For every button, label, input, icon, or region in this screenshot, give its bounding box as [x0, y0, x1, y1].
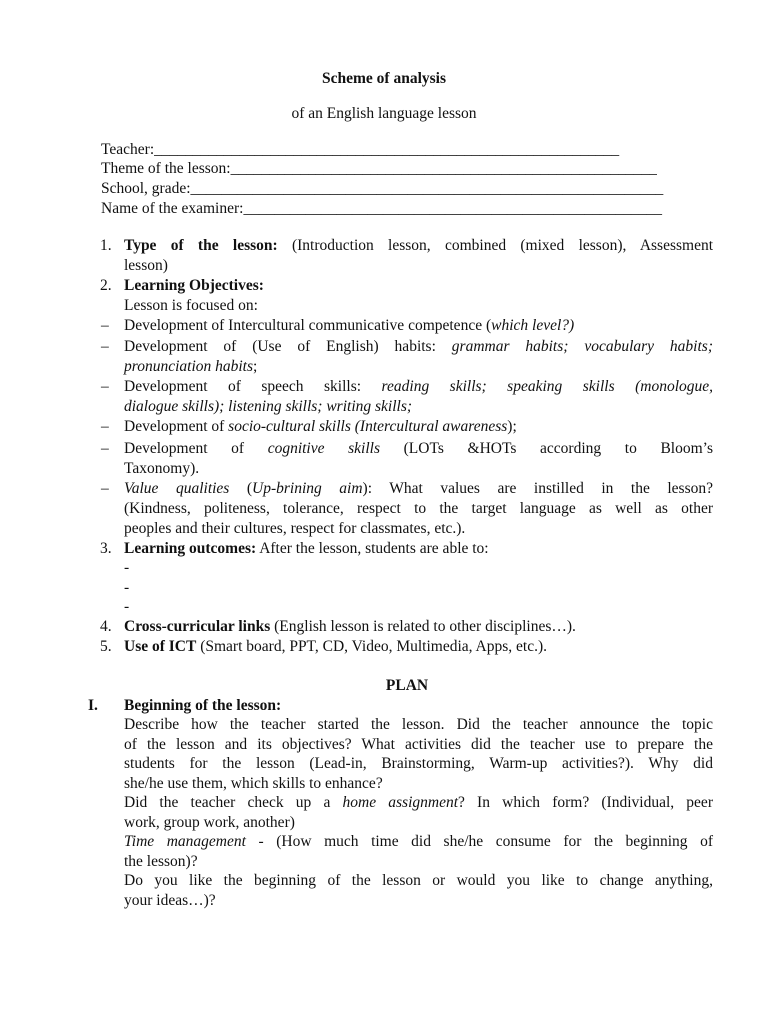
teacher-field: Teacher:____________________________________________________________	[101, 141, 620, 158]
objectives-intro: Lesson is focused on:	[124, 297, 258, 314]
plan-paragraph-line: Describe how the teacher started the lesson. Did the teacher announce the topic	[124, 716, 713, 733]
objective-italic: grammar habits; vocabulary habits;	[451, 338, 713, 355]
section-numeral: I.	[88, 697, 98, 714]
objective-text: Development of Intercultural communicative competence (	[124, 317, 492, 334]
section-title-label: Beginning of the lesson:	[124, 697, 282, 714]
lesson-type-cont: lesson)	[124, 257, 168, 274]
objective-text: Development of (Use of English) habits:	[124, 338, 452, 355]
plan-heading: PLAN	[385, 677, 429, 694]
objective-socio-cultural	[124, 418, 713, 436]
section-title	[124, 697, 713, 715]
objective-speech-skills	[124, 378, 713, 396]
plan-paragraph-line: students for the lesson (Lead-in, Brainstorming, Warm-up activities?). Why did	[124, 755, 713, 772]
lesson-type-line	[124, 237, 713, 255]
outcome-blank: -	[124, 598, 130, 615]
objective-values	[124, 480, 713, 498]
objective-italic: Value qualities	[124, 480, 230, 497]
learning-outcomes-line	[124, 540, 713, 558]
plan-text: ? In which form? (Individual, peer	[458, 794, 713, 811]
objective-italic: dialogue skills); listening skills; writing skills;	[124, 398, 413, 415]
ict-heading: Use of ICT	[124, 638, 197, 655]
objective-italic: Up-brining aim	[252, 480, 363, 497]
item-number: 3.	[100, 540, 112, 557]
theme-field: Theme of the lesson:_______________________________________________________	[101, 160, 657, 177]
objective-values-cont2: peoples and their cultures, respect for classmates, etc.).	[124, 520, 466, 537]
learning-objectives-label: Learning Objectives:	[124, 277, 264, 294]
objective-italic: cognitive skills	[267, 440, 380, 457]
objective-text: Development of	[124, 418, 229, 435]
examiner-field: Name of the examiner:______________________________________________________	[101, 200, 662, 217]
bullet-dash: –	[101, 378, 109, 395]
plan-time-cont: the lesson)?	[124, 853, 198, 870]
ict-text: (Smart board, PPT, CD, Video, Multimedia, Apps, etc.).	[196, 638, 548, 655]
outcome-blank: -	[124, 579, 130, 596]
outcome-blank: -	[124, 559, 130, 576]
plan-italic: home assignment	[342, 794, 458, 811]
plan-homework-line	[124, 794, 713, 812]
document-title: Scheme of analysis	[322, 70, 446, 87]
objective-italic: which level?)	[491, 317, 575, 334]
item-number: 1.	[100, 237, 112, 254]
document-subtitle: of an English language lesson	[291, 105, 477, 122]
objective-italic: socio-cultural skills (Intercultural awareness	[228, 418, 508, 435]
school-grade-field: School, grade:_____________________________________________________________	[101, 180, 664, 197]
cross-curricular-heading: Cross-curricular links	[124, 618, 271, 635]
objective-text: ): What values are instilled in the lesson?	[362, 480, 713, 497]
plan-opinion-cont: your ideas…)?	[124, 892, 216, 909]
objective-italic: reading skills; speaking skills (monologue,	[381, 378, 714, 395]
objective-text: ;	[253, 358, 258, 375]
plan-time-line	[124, 833, 713, 851]
cross-curricular-line	[124, 618, 713, 636]
objective-cognitive-cont: Taxonomy).	[124, 460, 200, 477]
objective-use-of-english	[124, 338, 713, 356]
plan-italic: Time management	[124, 833, 246, 850]
item-number: 2.	[100, 277, 112, 294]
cross-curricular-text: (English lesson is related to other disciplines…).	[270, 618, 576, 635]
learning-objectives-heading	[124, 277, 713, 295]
plan-paragraph-line: she/he use them, which skills to enhance?	[124, 775, 383, 792]
plan-text: - (How much time did she/he consume for the beginning of	[245, 833, 713, 850]
objective-text: Development of speech skills:	[124, 378, 382, 395]
objective-text: (LOTs &HOTs according to Bloom’s	[380, 440, 713, 457]
ict-line	[124, 638, 713, 656]
learning-outcomes-heading: Learning outcomes:	[124, 540, 257, 557]
objective-text: );	[507, 418, 517, 435]
objective-use-of-english-cont	[124, 358, 713, 376]
lesson-type-text: (Introduction lesson, combined (mixed lesson), Assessment	[277, 237, 714, 254]
bullet-dash: –	[101, 338, 109, 355]
lesson-type-heading: Type of the lesson:	[124, 237, 278, 254]
plan-paragraph-line: of the lesson and its objectives? What activities did the teacher use to prepare the	[124, 736, 713, 753]
bullet-dash: –	[101, 440, 109, 457]
bullet-dash: –	[101, 418, 109, 435]
objective-speech-skills-cont	[124, 398, 713, 416]
objective-values-cont: (Kindness, politeness, tolerance, respect to the target language as well as other	[124, 500, 713, 517]
plan-text: Did the teacher check up a	[124, 794, 343, 811]
bullet-dash: –	[101, 317, 109, 334]
objective-italic: pronunciation habits	[124, 358, 254, 375]
objective-cognitive	[124, 440, 713, 458]
plan-homework-cont: work, group work, another)	[124, 814, 295, 831]
objective-text: (	[229, 480, 253, 497]
objective-intercultural	[124, 317, 713, 335]
item-number: 5.	[100, 638, 112, 655]
learning-outcomes-text: After the lesson, students are able to:	[256, 540, 489, 557]
objective-text: Development of	[124, 440, 268, 457]
bullet-dash: –	[101, 480, 109, 497]
item-number: 4.	[100, 618, 112, 635]
plan-opinion-line: Do you like the beginning of the lesson or would you like to change anything,	[124, 872, 713, 889]
